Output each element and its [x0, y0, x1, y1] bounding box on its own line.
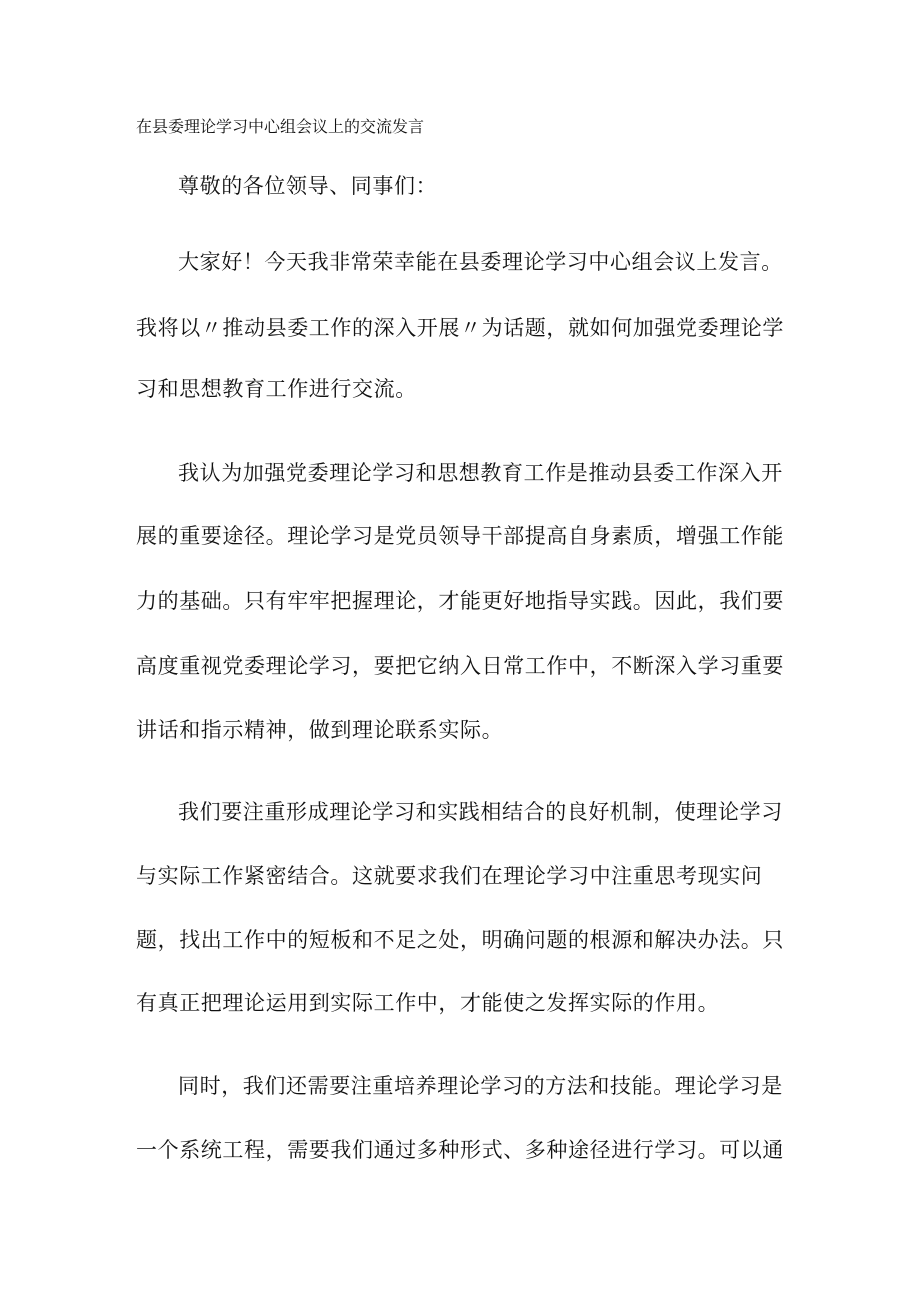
paragraph-line: 我将以〃推动县委工作的深入开展〃为话题，就如何加强党委理论学 — [136, 316, 784, 340]
salutation-line: 尊敬的各位领导、同事们： — [178, 174, 438, 198]
paragraph-line: 展的重要途径。理论学习是党员领导干部提高自身素质，增强工作能 — [136, 524, 784, 548]
paragraph-line: 习和思想教育工作进行交流。 — [136, 377, 417, 401]
paragraph-line: 同时，我们还需要注重培养理论学习的方法和技能。理论学习是 — [178, 1074, 783, 1098]
paragraph-line: 我们要注重形成理论学习和实践相结合的良好机制，使理论学习 — [178, 800, 783, 824]
paragraph-line: 高度重视党委理论学习，要把它纳入日常工作中，不断深入学习重要 — [136, 654, 784, 678]
paragraph-line: 讲话和指示精神，做到理论联系实际。 — [136, 718, 504, 742]
paragraph-line: 我认为加强党委理论学习和思想教育工作是推动县委工作深入开 — [178, 461, 783, 485]
paragraph-line: 一个系统工程，需要我们通过多种形式、多种途径进行学习。可以通 — [136, 1138, 784, 1162]
paragraph-line: 大家好！今天我非常荣幸能在县委理论学习中心组会议上发言。 — [178, 250, 783, 274]
paragraph-line: 题，找出工作中的短板和不足之处，明确问题的根源和解决办法。只 — [136, 928, 784, 952]
paragraph-line: 力的基础。只有牢牢把握理论，才能更好地指导实践。因此，我们要 — [136, 589, 784, 613]
paragraph-line: 与实际工作紧密结合。这就要求我们在理论学习中注重思考现实问 — [136, 864, 763, 888]
document-title: 在县委理论学习中心组会议上的交流发言 — [136, 117, 425, 136]
paragraph-line: 有真正把理论运用到实际工作中，才能使之发挥实际的作用。 — [136, 991, 720, 1015]
